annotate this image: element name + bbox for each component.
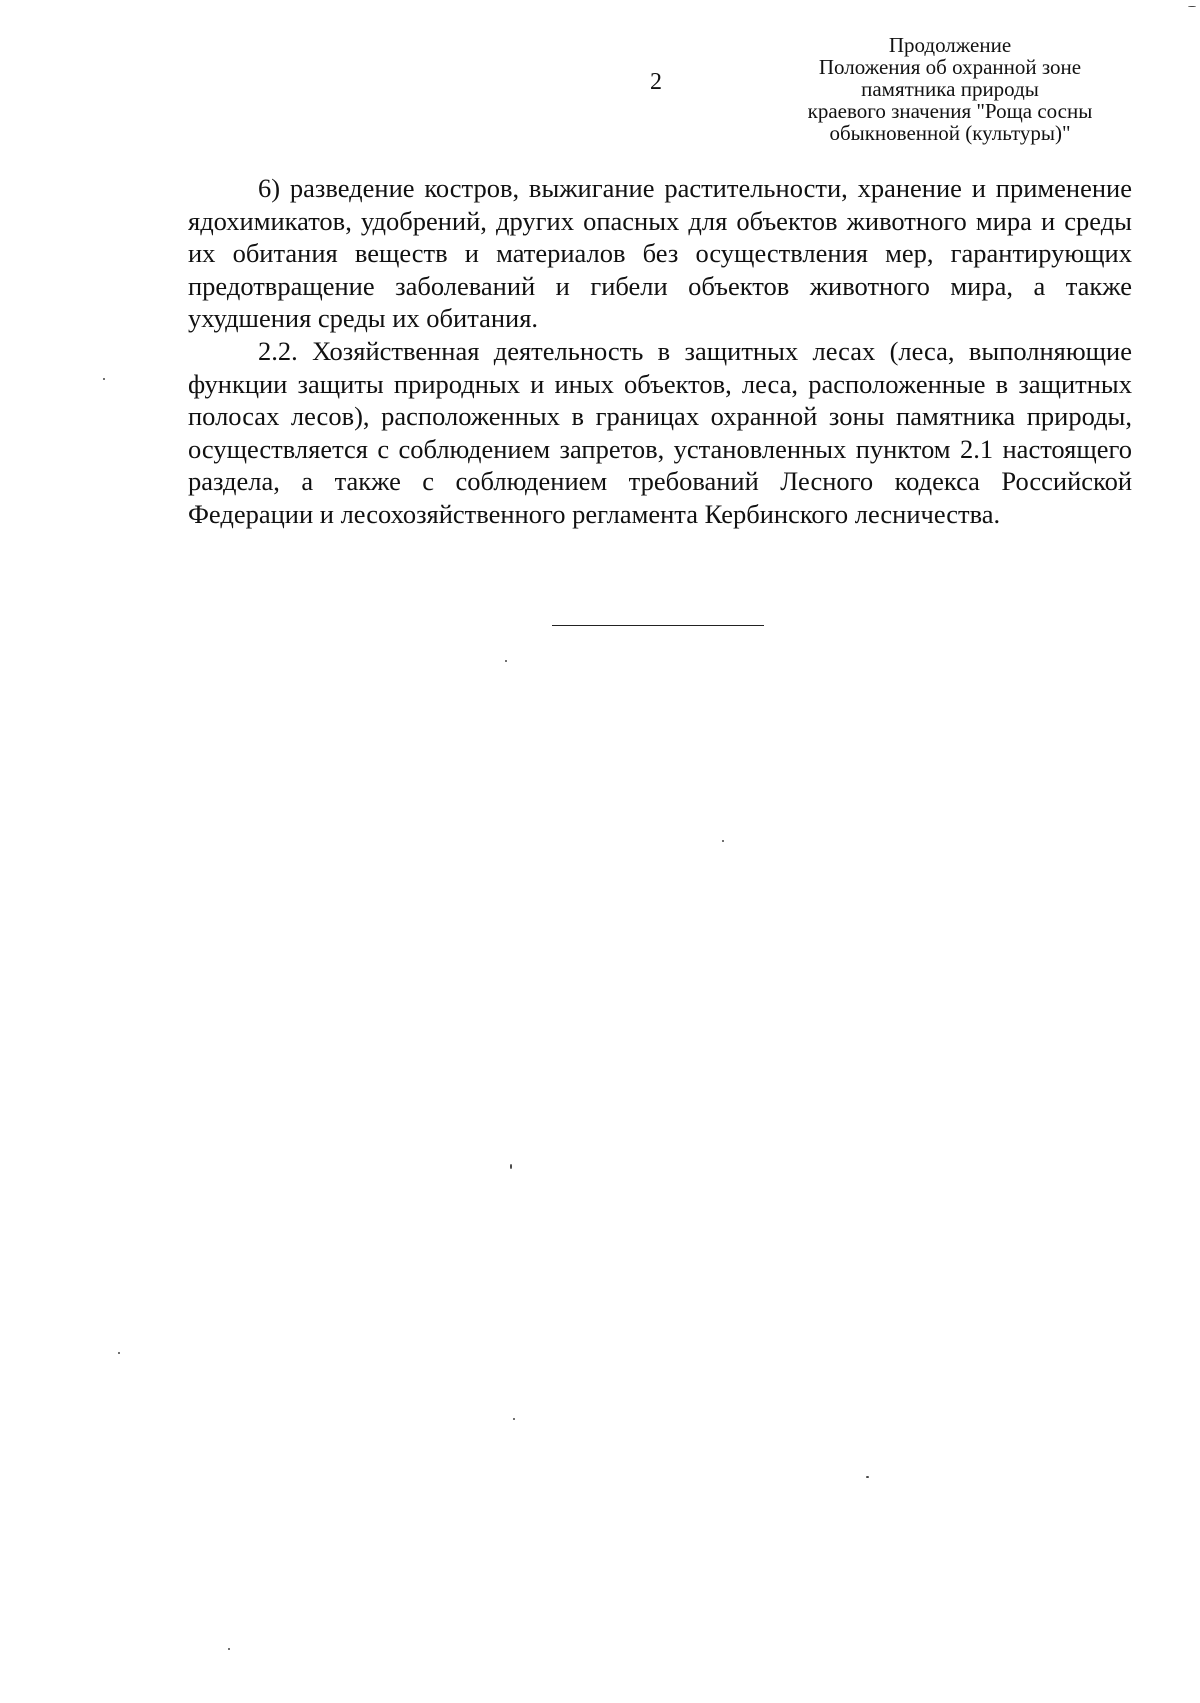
header-line: Положения об охранной зоне xyxy=(818,55,1082,79)
header-line: памятника природы xyxy=(861,77,1039,101)
scan-speck xyxy=(510,1164,512,1169)
page-number: 2 xyxy=(650,69,662,95)
header-note xyxy=(770,34,1130,144)
scan-speck xyxy=(505,660,507,662)
header-line: обыкновенной (культуры)" xyxy=(829,121,1071,145)
scan-speck xyxy=(722,840,724,842)
paragraph-section-2-2: 2.2. Хозяйственная деятельность в защитных лесах (леса, выполняющие функции защиты природных и иных объектов, леса, расположенные в защитных полосах лесов), расположенных в границах охранной зоны памятника природы, осуществляется с соблюдением запретов, установленных пунктом 2.1 настоящего раздела, а также с соблюдением требований Лесного кодекса Российской Федерации и лесохозяйственного регламента Кербинского лесничества. xyxy=(188,335,1132,529)
scan-speck xyxy=(103,378,105,380)
header-line: краевого значения "Роща сосны xyxy=(807,99,1093,123)
scan-speck xyxy=(1188,6,1196,7)
scan-speck xyxy=(118,1352,120,1354)
header-line: Продолжение xyxy=(888,33,1012,57)
body-text xyxy=(188,172,1132,531)
end-separator-line xyxy=(552,625,764,626)
paragraph-item-6: 6) разведение костров, выжигание растительности, хранение и применение ядохимикатов, удобрений, других опасных для объектов животного мира и среды их обитания веществ и материалов без осуществления мер, гарантирующих предотвращение заболеваний и гибели объектов животного мира, а также ухудшения среды их обитания. xyxy=(188,173,1132,334)
scan-speck xyxy=(866,1476,869,1478)
scan-speck xyxy=(513,1418,515,1420)
scan-speck xyxy=(228,1648,230,1650)
